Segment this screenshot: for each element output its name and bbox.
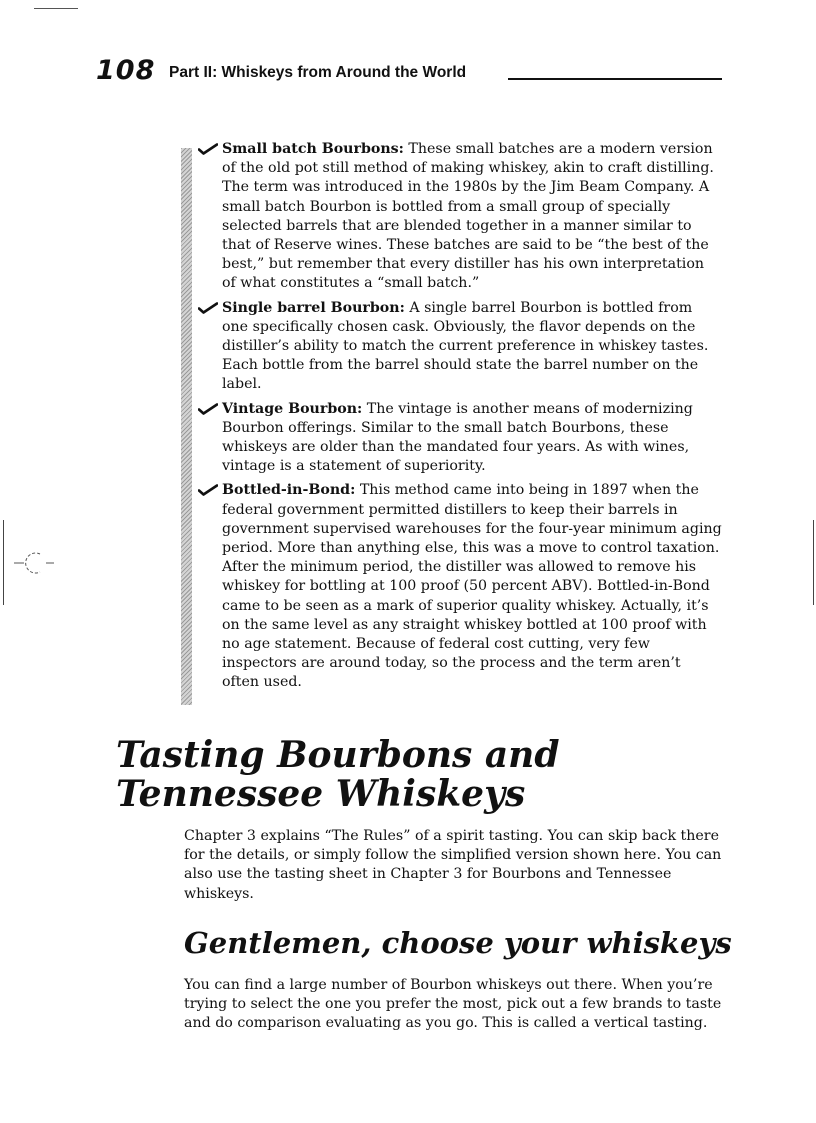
item-text: These small batches are a modern version of the old pot still method of making whiskey, akin to craft distilling. The term was introduced in the 1980s by the Jim Beam Company. A small batch Bourbon is bottled from a small group of specially selected barrels that are blended together in a manner similar to that of Reserve wines. These batches are said to be “the best of the best,” but remember that every distiller has his own interpretation of what constitutes a “small batch.” — [222, 141, 714, 292]
list-item — [222, 140, 722, 294]
corner-crop-mark — [34, 8, 78, 9]
left-edge-mark — [3, 520, 4, 605]
item-text: This method came into being in 1897 when the federal government permitted distillers to keep their barrels in government supervised warehouses for the four-year minimum aging period. More than anything else, this was a move to control taxation. After the minimum period, the distiller was allowed to remove his whiskey for bottling at 100 proof (50 percent ABV). Bottled-in-Bond came to be seen as a mark of superior quality whiskey. Actually, it’s on the same level as any straight whiskey bottled at 100 proof with no age statement. Because of federal cost cutting, very few inspectors are around today, so the process and the term aren’t often used. — [222, 482, 722, 691]
item-text: The vintage is another means of modernizing Bourbon offerings. Similar to the small batch Bourbons, these whiskeys are older than the mandated four years. As with wines, vintage is a statement of superiority. — [222, 400, 693, 475]
item-text: A single barrel Bourbon is bottled from one specifically chosen cask. Obviously, the flavor depends on the distiller’s ability to match the current preference in whiskey tastes. Each bottle from the barrel should state the barrel number on the label. — [222, 299, 709, 393]
checkmark-icon — [198, 484, 218, 496]
sidebar-shade-bar — [181, 148, 192, 705]
item-term: Single barrel Bourbon: — [222, 299, 405, 316]
right-edge-mark — [813, 520, 814, 605]
section-heading-line-1: Tasting Bourbons and — [116, 734, 560, 776]
list-item — [222, 481, 722, 692]
item-term: Bottled-in-Bond: — [222, 482, 356, 499]
checkmark-icon — [198, 143, 218, 155]
checkmark-icon — [198, 302, 218, 314]
subsection-paragraph: You can find a large number of Bourbon whiskeys out there. When you’re trying to select the one you prefer the most, pick out a few brands to taste and do comparison evaluating as you go. This is called a vertical tasting. — [184, 977, 722, 1032]
part-title: Part II: Whiskeys from Around the World — [169, 64, 467, 81]
item-term: Vintage Bourbon: — [222, 400, 363, 417]
section-heading-line-2: Tennessee Whiskeys — [116, 773, 526, 815]
list-item — [222, 299, 722, 395]
bullet-list-box — [181, 140, 726, 705]
page-number: 108 — [96, 55, 156, 86]
section-heading — [116, 736, 560, 814]
section-intro-paragraph: Chapter 3 explains “The Rules” of a spirit tasting. You can skip back there for the details, or simply follow the simplified version shown here. You can also use the tasting sheet in Chapter 3 for Bourbons and Tennessee whiskeys. — [184, 828, 722, 902]
header-rule — [508, 78, 722, 80]
list-item — [222, 400, 722, 477]
item-term: Small batch Bourbons: — [222, 141, 404, 157]
subsection-heading: Gentlemen, choose your whiskeys — [184, 926, 732, 960]
checkmark-icon — [198, 403, 218, 415]
running-header — [96, 56, 722, 86]
bullet-list — [222, 140, 722, 698]
registration-mark-icon — [2, 548, 62, 578]
